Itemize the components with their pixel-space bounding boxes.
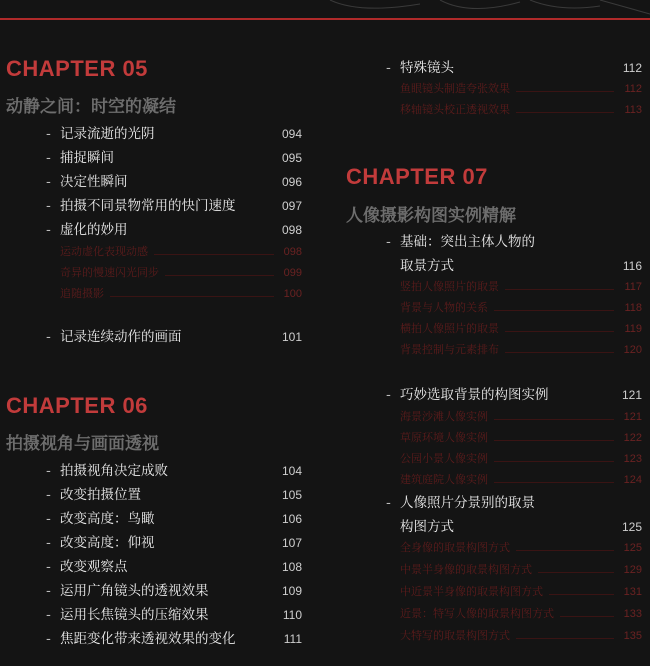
entry-page-number: 109 (281, 584, 302, 598)
entry-dash: - (46, 126, 51, 142)
entry-dash: - (46, 487, 51, 503)
subentry-leader-rule (494, 461, 614, 462)
toc-subentry[interactable] (60, 243, 302, 261)
entry-dash: - (46, 150, 51, 166)
entry-dash: - (46, 631, 51, 647)
entry-page-number: 106 (281, 512, 302, 526)
entry-page-number: 111 (283, 632, 302, 646)
subentry-title: 移轴镜头校正透视效果 (400, 103, 510, 116)
subentry-title: 追随摄影 (60, 287, 104, 300)
subentry-leader-rule (505, 289, 614, 290)
toc-subentry[interactable] (400, 408, 642, 426)
entry-title: 拍摄视角决定成败 (60, 463, 168, 479)
toc-entry[interactable] (46, 327, 302, 347)
entry-title-line2: 构图方式 (400, 519, 454, 535)
entry-title-line2: 取景方式 (400, 258, 454, 274)
toc-subentry[interactable] (60, 264, 302, 282)
entry-page-number: 107 (281, 536, 302, 550)
entry-page-number: 121 (621, 388, 642, 402)
toc-subentry[interactable] (400, 341, 642, 359)
toc-entry[interactable] (46, 172, 302, 192)
toc-subentry[interactable] (400, 299, 642, 317)
entry-page-number: 110 (282, 608, 302, 622)
subentry-title: 建筑庭院人像实例 (400, 473, 488, 486)
entry-title: 决定性瞬间 (60, 174, 128, 190)
entry-dash: - (46, 329, 51, 345)
subentry-title: 竖拍人像照片的取景 (400, 280, 499, 293)
entry-dash: - (46, 174, 51, 190)
entry-dash: - (46, 559, 51, 575)
entry-page-number: 095 (281, 151, 302, 165)
subentry-page-number: 117 (624, 281, 642, 293)
toc-entry[interactable] (46, 581, 302, 601)
subentry-leader-rule (494, 440, 614, 441)
toc-entry[interactable] (46, 485, 302, 505)
entry-dash: - (46, 511, 51, 527)
entry-title: 焦距变化带来透视效果的变化 (60, 631, 236, 647)
subentry-page-number: 120 (623, 344, 642, 356)
entry-page-number: 104 (281, 464, 302, 478)
subentry-page-number: 119 (624, 323, 642, 335)
subentry-leader-rule (505, 352, 614, 353)
subentry-leader-rule (494, 419, 614, 420)
entry-page-number: 105 (281, 488, 302, 502)
chapter-05-title: 动静之间：时空的凝结 (6, 97, 176, 117)
entry-title: 改变高度：鸟瞰 (60, 511, 155, 527)
subentry-page-number: 129 (623, 564, 642, 576)
entry-dash: - (46, 463, 51, 479)
subentry-title: 全身像的取景构图方式 (400, 541, 510, 554)
subentry-leader-rule (494, 482, 614, 483)
toc-entry[interactable] (46, 124, 302, 144)
subentry-title: 横拍人像照片的取景 (400, 322, 499, 335)
subentry-page-number: 133 (623, 608, 642, 620)
subentry-page-number: 131 (623, 586, 642, 598)
entry-dash: - (46, 198, 51, 214)
subentry-leader-rule (165, 275, 274, 276)
subentry-leader-rule (516, 112, 614, 113)
toc-subentry[interactable] (60, 285, 302, 303)
entry-dash: - (46, 222, 51, 238)
toc-entry[interactable] (46, 557, 302, 577)
chapter-07-title: 人像摄影构图实例精解 (346, 206, 516, 226)
entry-title: 记录连续动作的画面 (60, 329, 182, 345)
subentry-page-number: 122 (623, 432, 642, 444)
entry-title-line1: 人像照片分景别的取景 (400, 495, 535, 511)
subentry-page-number: 112 (624, 83, 642, 95)
entry-page-number (602, 517, 642, 537)
entry-dash: - (46, 607, 51, 623)
entry-page-number: 097 (281, 199, 302, 213)
entry-page-number: 112 (622, 61, 642, 75)
subentry-title: 鱼眼镜头制造夸张效果 (400, 82, 510, 95)
entry-title: 改变高度：仰视 (60, 535, 155, 551)
subentry-title: 背景控制与元素排布 (400, 343, 499, 356)
entry-dash: - (46, 583, 51, 599)
toc-entry[interactable] (46, 605, 302, 625)
entry-title: 特殊镜头 (400, 60, 454, 76)
toc-entry[interactable] (46, 148, 302, 168)
entry-title: 捕捉瞬间 (60, 150, 114, 166)
entry-page-number: 096 (281, 175, 302, 189)
entry-dash: - (386, 234, 391, 250)
toc-entry[interactable] (46, 629, 302, 649)
toc-entry[interactable] (386, 58, 642, 78)
toc-subentry[interactable] (400, 278, 642, 296)
toc-entry[interactable] (46, 220, 302, 240)
entry-title: 巧妙选取背景的构图实例 (400, 387, 549, 403)
entry-page-number: 094 (281, 127, 302, 141)
toc-subentry[interactable] (400, 450, 642, 468)
subentry-leader-rule (516, 638, 614, 639)
subentry-page-number: 124 (623, 474, 642, 486)
entry-title-line1: 基础：突出主体人物的 (400, 234, 535, 250)
toc-entry[interactable] (46, 533, 302, 553)
chapter-06-title: 拍摄视角与画面透视 (6, 434, 159, 454)
entry-title: 改变拍摄位置 (60, 487, 141, 503)
entry-title: 改变观察点 (60, 559, 128, 575)
toc-entry[interactable] (46, 509, 302, 529)
chapter-06-label: CHAPTER 06 (6, 393, 148, 418)
entry-page-number-text: 116 (622, 259, 642, 273)
subentry-title: 中近景半身像的取景构图方式 (400, 585, 543, 598)
toc-entry[interactable] (46, 461, 302, 481)
subentry-title: 近景：特写人像的取景构图方式 (400, 607, 554, 620)
subentry-page-number: 118 (624, 302, 642, 314)
subentry-page-number: 100 (283, 288, 302, 300)
entry-page-number (602, 256, 642, 276)
entry-title: 拍摄不同景物常用的快门速度 (60, 198, 236, 214)
toc-subentry[interactable] (400, 101, 642, 119)
entry-dash: - (386, 495, 391, 511)
subentry-page-number: 099 (283, 267, 302, 279)
chapter-07-label: CHAPTER 07 (346, 164, 488, 189)
toc-subentry[interactable] (400, 471, 642, 489)
toc-subentry[interactable] (400, 539, 642, 557)
subentry-leader-rule (516, 550, 614, 551)
subentry-leader-rule (110, 296, 274, 297)
header-decoration (0, 0, 650, 20)
subentry-leader-rule (505, 331, 614, 332)
toc-subentry[interactable] (400, 561, 642, 579)
subentry-page-number: 098 (283, 246, 302, 258)
entry-dash: - (46, 535, 51, 551)
entry-page-number: 098 (281, 223, 302, 237)
subentry-title: 草原环境人像实例 (400, 431, 488, 444)
entry-title: 虚化的妙用 (60, 222, 128, 238)
entry-title: 运用长焦镜头的压缩效果 (60, 607, 209, 623)
chapter-05-label: CHAPTER 05 (6, 56, 148, 81)
subentry-title: 中景半身像的取景构图方式 (400, 563, 532, 576)
entry-title: 记录流逝的光阴 (60, 126, 155, 142)
toc-subentry[interactable] (400, 429, 642, 447)
entry-page-number: 101 (281, 330, 302, 344)
subentry-page-number: 135 (623, 630, 642, 642)
subentry-page-number: 125 (623, 542, 642, 554)
toc-subentry[interactable] (400, 605, 642, 623)
entry-page-number-text: 125 (621, 520, 642, 534)
subentry-title: 大特写的取景构图方式 (400, 629, 510, 642)
subentry-leader-rule (154, 254, 274, 255)
subentry-title: 海景沙滩人像实例 (400, 410, 488, 423)
subentry-leader-rule (516, 91, 614, 92)
subentry-page-number: 113 (624, 104, 642, 116)
toc-subentry[interactable] (400, 627, 642, 645)
entry-page-number: 108 (281, 560, 302, 574)
toc-subentry[interactable] (400, 583, 642, 601)
toc-entry[interactable] (386, 385, 642, 405)
subentry-title: 背景与人物的关系 (400, 301, 488, 314)
entry-title: 运用广角镜头的透视效果 (60, 583, 209, 599)
entry-dash: - (386, 387, 391, 403)
subentry-page-number: 121 (623, 411, 642, 423)
toc-entry[interactable] (386, 493, 642, 513)
header-red-rule (0, 18, 650, 20)
subentry-title: 公园小景人像实例 (400, 452, 488, 465)
entry-dash: - (386, 60, 391, 76)
subentry-leader-rule (494, 310, 614, 311)
subentry-title: 运动虚化表现动感 (60, 245, 148, 258)
toc-entry[interactable] (386, 232, 642, 252)
toc-subentry[interactable] (400, 80, 642, 98)
subentry-title: 奇异的慢速闪光同步 (60, 266, 159, 279)
subentry-page-number: 123 (623, 453, 642, 465)
toc-entry[interactable] (46, 196, 302, 216)
toc-subentry[interactable] (400, 320, 642, 338)
